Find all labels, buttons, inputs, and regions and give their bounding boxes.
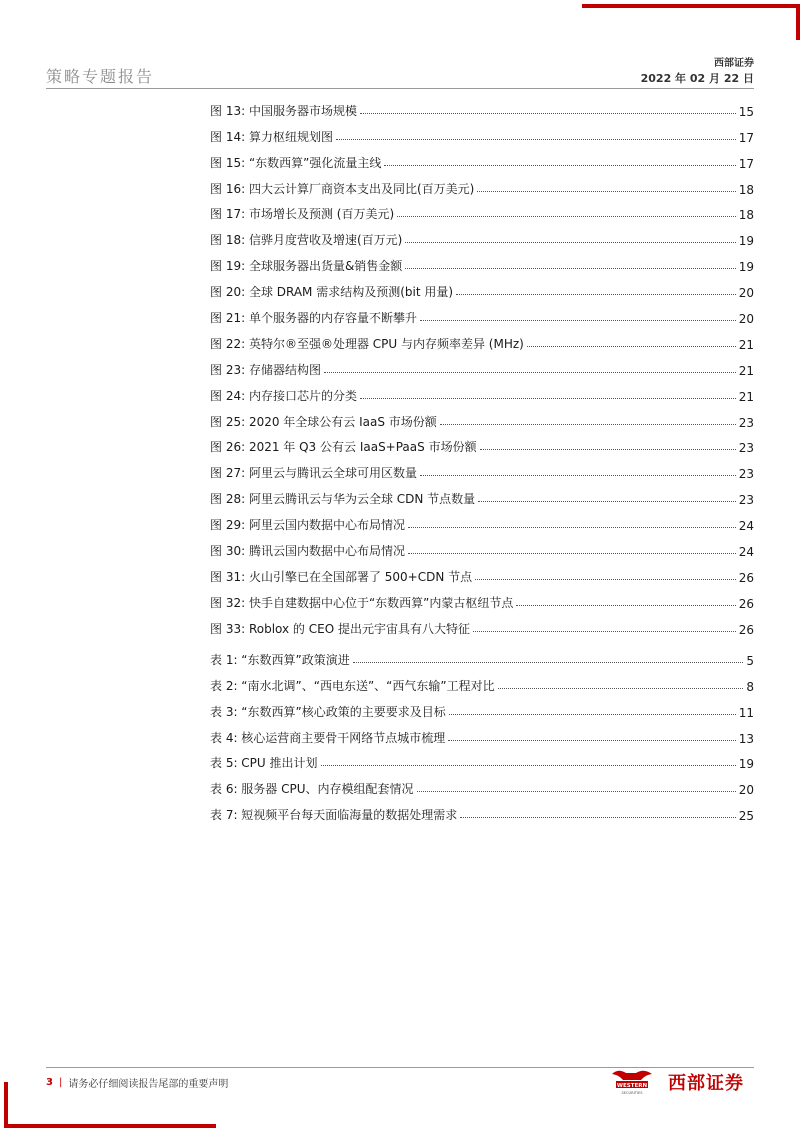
corner-accent-bottom-horizontal <box>4 1124 216 1128</box>
dot-leader <box>456 294 736 295</box>
toc-figure-entry[interactable] <box>210 430 754 456</box>
toc-figure-entry-label: 图 33: Roblox 的 CEO 提出元宇宙具有八大特征 <box>210 621 470 636</box>
logo-cn: 西部证券 <box>668 1073 744 1094</box>
toc-figure-entry-page: 24 <box>738 545 754 560</box>
toc-table-entry-label: 表 4: 核心运营商主要骨干网络节点城市梳理 <box>210 730 446 745</box>
footer-disclaimer: 请务必仔细阅读报告尾部的重要声明 <box>68 1079 229 1090</box>
toc-figure-entry[interactable] <box>210 559 754 585</box>
toc-table-entry-label: 表 7: 短视频平台每天面临海量的数据处理需求 <box>210 808 458 823</box>
toc-figure-entry-label: 图 15: “东数西算”强化流量主线 <box>210 155 382 170</box>
footer-note <box>46 1075 228 1090</box>
toc-figure-entry[interactable] <box>210 197 754 223</box>
toc-figure-entry[interactable] <box>210 274 754 300</box>
toc-figure-entry-label: 图 21: 单个服务器的内存容量不断攀升 <box>210 311 417 326</box>
dot-leader <box>405 268 735 269</box>
toc-figure-entry-page: 23 <box>738 415 754 430</box>
toc-figure-entry-label: 图 14: 算力枢纽规划图 <box>210 129 333 144</box>
toc-figure-entry-page: 23 <box>738 493 754 508</box>
toc-figure-entry-page: 19 <box>738 234 754 249</box>
toc-figure-entry[interactable] <box>210 455 754 481</box>
page-number: 3 <box>46 1077 53 1088</box>
toc-figure-entry-page: 26 <box>738 596 754 611</box>
dot-leader <box>449 714 736 715</box>
dot-leader <box>353 662 744 663</box>
toc-table-entry[interactable] <box>210 746 754 772</box>
toc-figure-entry-page: 18 <box>738 182 754 197</box>
logo-en-sub: SECURITIES <box>621 1091 643 1095</box>
dot-leader <box>397 216 736 217</box>
toc-table-entry-label: 表 2: “南水北调”、“西电东送”、“西气东输”工程对比 <box>210 678 495 693</box>
toc-figure-entry-label: 图 25: 2020 年全球公有云 IaaS 市场份额 <box>210 414 437 429</box>
toc-figure-entry-page: 26 <box>738 622 754 637</box>
footer-separator: | <box>58 1077 63 1088</box>
list-of-tables <box>210 642 754 823</box>
toc-figure-entry[interactable] <box>210 145 754 171</box>
toc-figure-entry[interactable] <box>210 300 754 326</box>
dot-leader <box>408 553 736 554</box>
toc-table-entry-page: 13 <box>738 731 754 746</box>
toc-figure-entry-page: 21 <box>738 337 754 352</box>
dot-leader <box>360 398 736 399</box>
toc-figure-entry[interactable] <box>210 507 754 533</box>
toc-figure-entry[interactable] <box>210 352 754 378</box>
toc-table-entry-page: 20 <box>738 783 754 798</box>
toc-figure-entry-label: 图 17: 市场增长及预测 (百万美元) <box>210 207 395 222</box>
toc-figure-entry-label: 图 32: 快手自建数据中心位于“东数西算”内蒙古枢纽节点 <box>210 595 514 610</box>
toc-table-entry[interactable] <box>210 797 754 823</box>
toc-figure-entry-label: 图 22: 英特尔®至强®处理器 CPU 与内存频率差异 (MHz) <box>210 336 524 351</box>
dot-leader <box>498 688 744 689</box>
dot-leader <box>420 475 736 476</box>
header-brand: 西部证券 <box>714 58 754 69</box>
dot-leader <box>440 424 736 425</box>
toc-figure-entry-page: 24 <box>738 519 754 534</box>
report-type: 策略专题报告 <box>46 67 155 86</box>
toc-figure-entry-page: 18 <box>738 208 754 223</box>
toc-figure-entry[interactable] <box>210 611 754 637</box>
dot-leader <box>516 605 735 606</box>
list-of-figures <box>210 93 754 637</box>
toc-table-entry-page: 8 <box>746 679 754 694</box>
report-date: 2022 年 02 月 22 日 <box>640 72 754 85</box>
toc-figure-entry-label: 图 16: 四大云计算厂商资本支出及同比(百万美元) <box>210 181 475 196</box>
toc-figure-entry-label: 图 29: 阿里云国内数据中心布局情况 <box>210 518 405 533</box>
toc-figure-entry[interactable] <box>210 119 754 145</box>
dot-leader <box>384 165 735 166</box>
toc-figure-entry[interactable] <box>210 481 754 507</box>
toc-figure-entry-page: 21 <box>738 363 754 378</box>
header-divider <box>46 88 754 89</box>
toc-figure-entry-label: 图 18: 信骅月度营收及增速(百万元) <box>210 233 403 248</box>
corner-accent-top-vertical <box>796 4 800 40</box>
toc-figure-entry-page: 19 <box>738 260 754 275</box>
toc-figure-entry[interactable] <box>210 533 754 559</box>
toc-table-entry-label: 表 1: “东数西算”政策演进 <box>210 652 350 667</box>
toc-table-entry[interactable] <box>210 694 754 720</box>
dot-leader <box>360 113 736 114</box>
toc-figure-entry[interactable] <box>210 222 754 248</box>
toc-figure-entry-page: 17 <box>738 130 754 145</box>
toc-table-entry-page: 25 <box>738 809 754 824</box>
toc-figure-entry-label: 图 20: 全球 DRAM 需求结构及预测(bit 用量) <box>210 285 454 300</box>
dot-leader <box>527 346 736 347</box>
dot-leader <box>473 631 736 632</box>
dot-leader <box>477 191 735 192</box>
dot-leader <box>324 372 736 373</box>
dot-leader <box>336 139 736 140</box>
dot-leader <box>480 449 736 450</box>
toc-figure-entry-label: 图 24: 内存接口芯片的分类 <box>210 388 357 403</box>
toc-figure-entry[interactable] <box>210 93 754 119</box>
toc-figure-entry[interactable] <box>210 585 754 611</box>
toc-table-entry-label: 表 5: CPU 推出计划 <box>210 756 318 771</box>
toc-table-entry-page: 5 <box>746 653 754 668</box>
corner-accent-bottom-vertical <box>4 1082 8 1128</box>
toc-figure-entry-label: 图 27: 阿里云与腾讯云全球可用区数量 <box>210 466 417 481</box>
toc-table-entry-page: 11 <box>738 705 754 720</box>
toc-figure-entry-page: 20 <box>738 312 754 327</box>
toc-table-entry[interactable] <box>210 771 754 797</box>
dot-leader <box>448 740 735 741</box>
dot-leader <box>420 320 736 321</box>
dot-leader <box>475 579 736 580</box>
dot-leader <box>417 791 736 792</box>
toc-table-entry[interactable] <box>210 668 754 694</box>
dot-leader <box>460 817 735 818</box>
corner-accent-top-horizontal <box>582 4 800 8</box>
toc-figure-entry-page: 20 <box>738 286 754 301</box>
dot-leader <box>321 765 736 766</box>
toc-figure-entry-page: 26 <box>738 570 754 585</box>
toc-table-entry-label: 表 6: 服务器 CPU、内存模组配套情况 <box>210 782 414 797</box>
dot-leader <box>405 242 735 243</box>
toc-figure-entry[interactable] <box>210 326 754 352</box>
toc-table-entry-page: 19 <box>738 757 754 772</box>
toc-figure-entry[interactable] <box>210 248 754 274</box>
toc-figure-entry-page: 23 <box>738 467 754 482</box>
toc-figure-entry-page: 15 <box>738 104 754 119</box>
toc-figure-entry-page: 21 <box>738 389 754 404</box>
toc-figure-entry-label: 图 19: 全球服务器出货量&销售金额 <box>210 259 403 274</box>
dot-leader <box>408 527 736 528</box>
toc-figure-entry-page: 23 <box>738 441 754 456</box>
toc-figure-entry-label: 图 28: 阿里云腾讯云与华为云全球 CDN 节点数量 <box>210 492 476 507</box>
dot-leader <box>478 501 736 502</box>
toc-figure-entry-label: 图 30: 腾讯云国内数据中心布局情况 <box>210 544 405 559</box>
toc-figure-entry[interactable] <box>210 378 754 404</box>
toc-table-entry[interactable] <box>210 642 754 668</box>
toc-figure-entry[interactable] <box>210 404 754 430</box>
toc-figure-entry-label: 图 23: 存储器结构图 <box>210 362 321 377</box>
toc-figure-entry-label: 图 31: 火山引擎已在全国部署了 500+CDN 节点 <box>210 569 473 584</box>
toc-figure-entry-label: 图 13: 中国服务器市场规模 <box>210 103 357 118</box>
toc-table-entry[interactable] <box>210 720 754 746</box>
toc-table-entry-label: 表 3: “东数西算”核心政策的主要要求及目标 <box>210 704 446 719</box>
toc-figure-entry-label: 图 26: 2021 年 Q3 公有云 IaaS+PaaS 市场份额 <box>210 440 477 455</box>
toc-figure-entry-page: 17 <box>738 156 754 171</box>
logo-en: WESTERN <box>616 1083 648 1089</box>
toc-figure-entry[interactable] <box>210 171 754 197</box>
